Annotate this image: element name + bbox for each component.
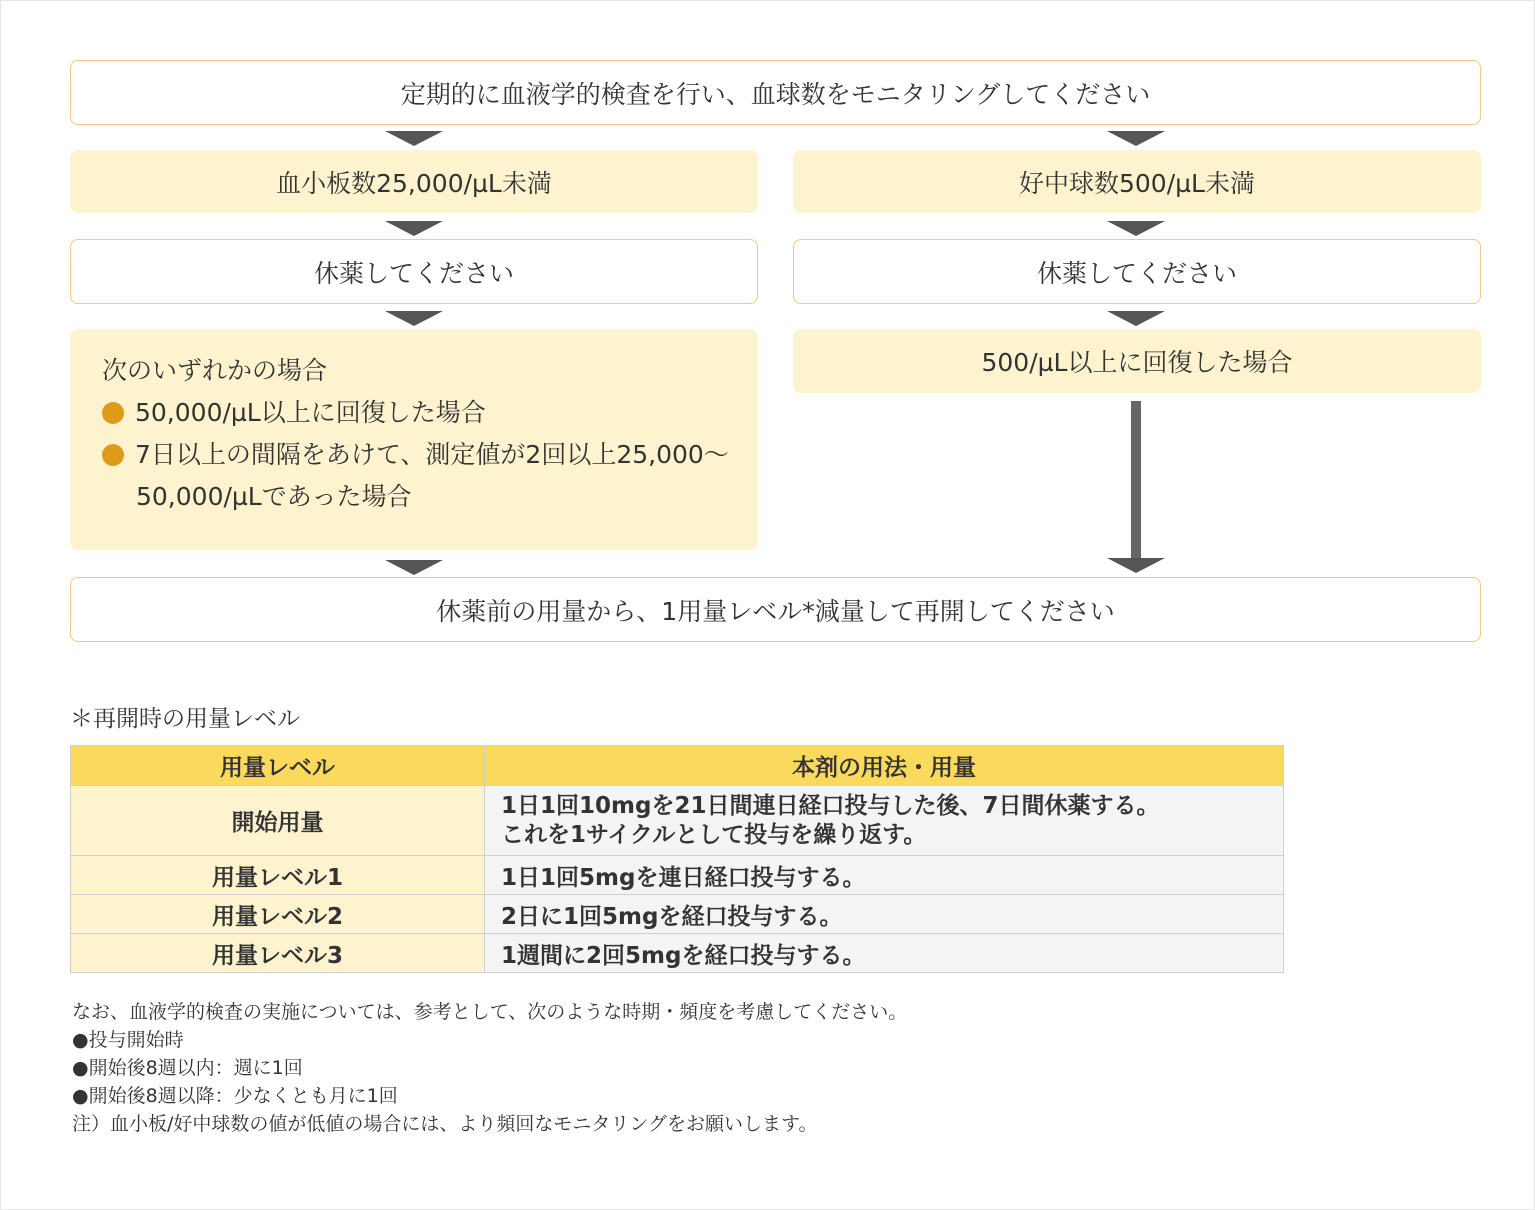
arrow-down-icon	[1107, 221, 1165, 236]
dose-level-table	[70, 745, 1284, 973]
flow-result-box	[70, 577, 1481, 642]
level-cell: 用量レベル3	[71, 934, 485, 973]
usage-cell: 1日1回5mgを連日経口投与する。	[485, 856, 1284, 895]
note-line: ●開始後8週以内：週に1回	[72, 1057, 303, 1079]
neutrophil-trigger-text: 好中球数500/µL未満	[1019, 168, 1255, 198]
header-usage: 本剤の用法・用量	[485, 746, 1284, 786]
flow-start-box	[70, 60, 1481, 125]
arrow-down-icon	[1107, 131, 1165, 146]
bullet-icon	[102, 444, 124, 466]
monitoring-notes	[72, 998, 907, 1138]
bullet-icon	[102, 402, 124, 424]
level-cell: 開始用量	[71, 786, 485, 856]
table-row	[71, 786, 1284, 856]
long-arrow-line	[1131, 401, 1141, 559]
right-withdraw-text: 休薬してください	[1036, 258, 1237, 288]
condition-item: 7日以上の間隔をあけて、測定値が2回以上25,000～	[102, 435, 758, 477]
neutrophil-trigger-box	[793, 150, 1481, 213]
header-level: 用量レベル	[71, 746, 485, 786]
arrow-down-icon	[385, 311, 443, 326]
note-line: なお、血液学的検査の実施については、参考として、次のような時期・頻度を考慮してください。	[72, 1001, 908, 1023]
dose-table-title: ＊再開時の用量レベル	[70, 706, 300, 732]
arrow-down-icon	[385, 221, 443, 236]
right-withdraw-box	[793, 239, 1481, 304]
condition-item-continuation: 50,000/µLであった場合	[136, 482, 412, 511]
platelet-trigger-box	[70, 150, 758, 213]
condition-title: 次のいずれかの場合	[102, 356, 328, 385]
platelet-trigger-text: 血小板数25,000/µL未満	[276, 168, 552, 198]
table-row	[71, 895, 1284, 934]
note-line: ●開始後8週以降：少なくとも月に1回	[72, 1085, 398, 1107]
table-header-row	[71, 746, 1284, 786]
usage-cell: 1日1回10mgを21日間連日経口投与した後、7日間休薬する。 これを1サイクルとして投与を繰り返す。	[485, 786, 1284, 856]
usage-cell: 1週間に2回5mgを経口投与する。	[485, 934, 1284, 973]
arrow-down-icon	[385, 131, 443, 146]
left-withdraw-box	[70, 239, 758, 304]
neutrophil-recovery-text: 500/µL以上に回復した場合	[981, 348, 1293, 377]
flow-result-text: 休薬前の用量から、1用量レベル*減量して再開してください	[436, 596, 1115, 626]
flow-start-text: 定期的に血液学的検査を行い、血球数をモニタリングしてください	[400, 79, 1151, 109]
usage-cell: 2日に1回5mgを経口投与する。	[485, 895, 1284, 934]
table-row	[71, 856, 1284, 895]
arrow-down-icon	[1107, 558, 1165, 573]
table-row	[71, 934, 1284, 973]
note-line: 注）血小板/好中球数の値が低値の場合には、より頻回なモニタリングをお願いします。	[72, 1113, 818, 1135]
platelet-recovery-conditions	[70, 329, 758, 550]
left-withdraw-text: 休薬してください	[313, 258, 514, 288]
arrow-down-icon	[1107, 311, 1165, 326]
note-line: ●投与開始時	[72, 1029, 184, 1051]
condition-item: 50,000/µL以上に回復した場合	[102, 393, 758, 435]
level-cell: 用量レベル1	[71, 856, 485, 895]
neutrophil-recovery-box	[793, 329, 1481, 393]
arrow-down-icon	[385, 560, 443, 575]
level-cell: 用量レベル2	[71, 895, 485, 934]
